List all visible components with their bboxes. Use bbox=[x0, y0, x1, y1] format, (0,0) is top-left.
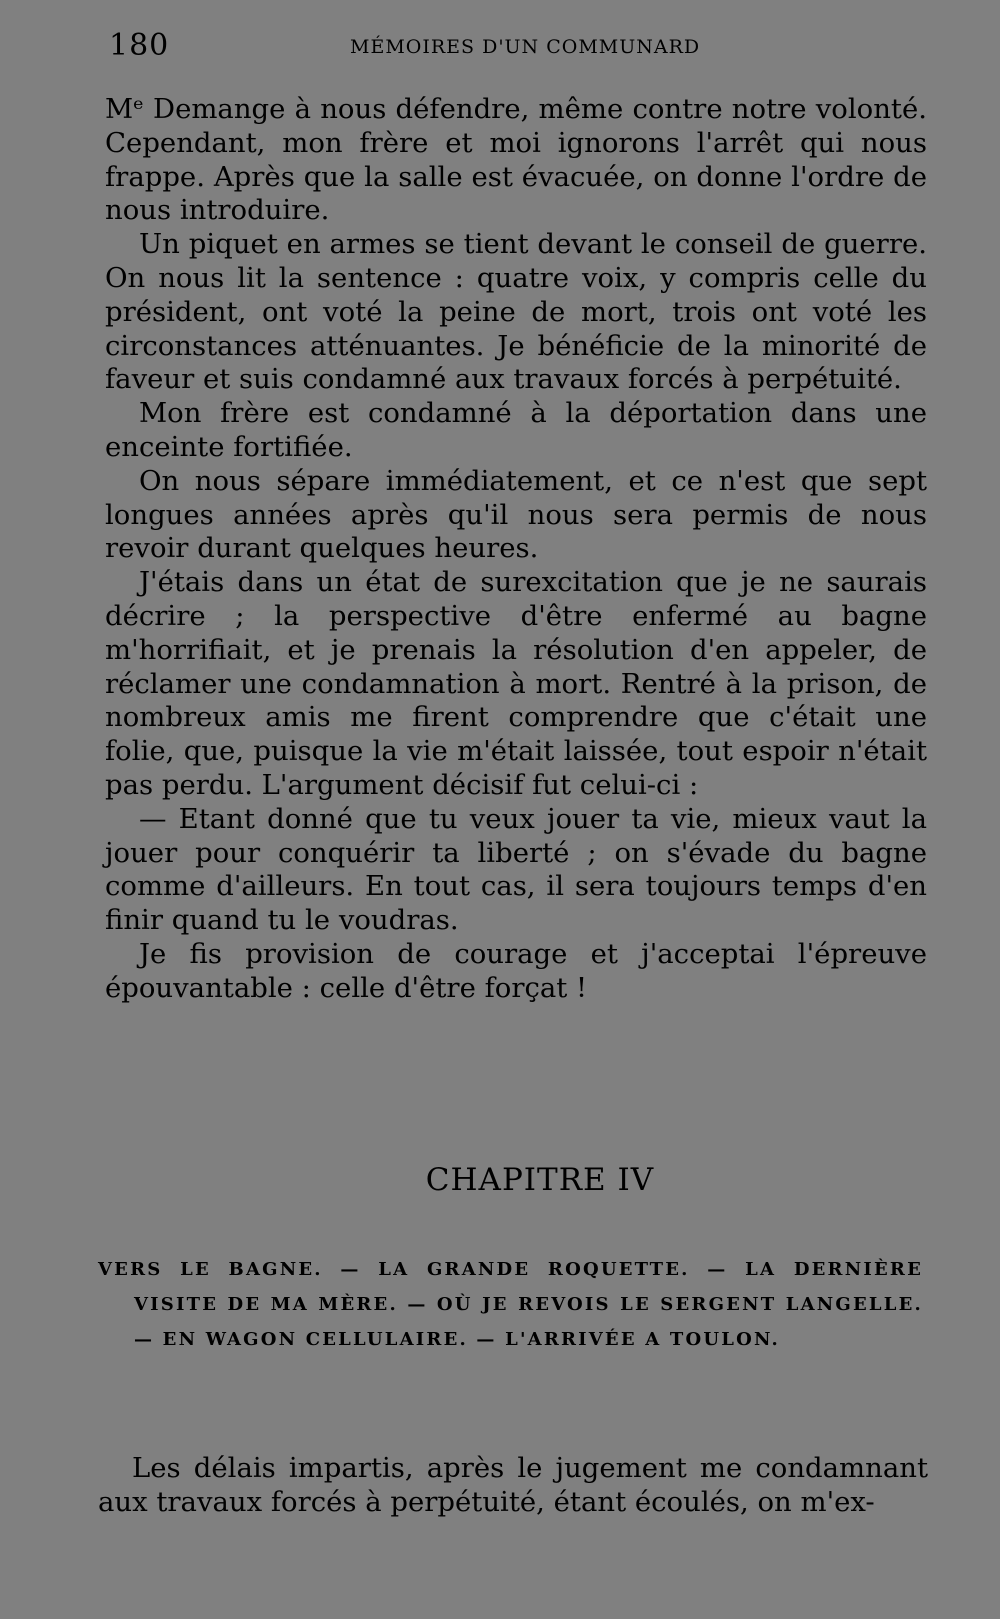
chapter-summary: VERS LE BAGNE. — LA GRANDE ROQUETTE. — LA DERNIÈRE VISITE DE MA MÈRE. — OÙ JE REVOIS LE SERGENT LANGELLE. — EN WAGON CELLULAIRE. — L'ARRIVÉE A TOULON. bbox=[98, 1259, 923, 1350]
paragraph: Un piquet en armes se tient devant le conseil de guerre. On nous lit la sentence : quatre voix, y compris celle du président, ont voté la peine de mort, trois ont voté les circonstances atténuantes. Je bénéficie de la minorité de faveur et suis condamné aux travaux forcés à perpétuité. bbox=[105, 228, 927, 396]
chapter-title: CHAPITRE IV bbox=[425, 1162, 655, 1198]
main-text bbox=[105, 93, 927, 1006]
paragraph: Mon frère est condamné à la déportation dans une enceinte fortifiée. bbox=[105, 397, 927, 463]
paragraph: Je fis provision de courage et j'acceptai l'épreuve épouvantable : celle d'être forçat ! bbox=[105, 937, 927, 1004]
page-number: 180 bbox=[109, 28, 170, 63]
running-head: MÉMOIRES D'UN COMMUNARD bbox=[350, 36, 701, 58]
paragraph: On nous sépare immédiatement, et ce n'est que sept longues années après qu'il nous sera permis de nous revoir durant quelques heures. bbox=[105, 464, 927, 565]
chapter-opening-text bbox=[98, 1451, 928, 1519]
paragraph: — Etant donné que tu veux jouer ta vie, mieux vaut la jouer pour conquérir ta liberté ; on s'évade du bagne comme d'ailleurs. En tout cas, il sera toujours temps d'en finir quand tu le voudras. bbox=[105, 802, 927, 937]
paragraph: Mᵉ Demange à nous défendre, même contre notre volonté. Cependant, mon frère et moi ignorons l'arrêt qui nous frappe. Après que la salle est évacuée, on donne l'ordre de nous introduire. bbox=[105, 93, 927, 227]
page-header bbox=[105, 28, 930, 68]
paragraph: Les délais impartis, après le jugement me condamnant aux travaux forcés à perpétuité, étant écoulés, on m'ex- bbox=[98, 1452, 928, 1518]
paragraph: J'étais dans un état de surexcitation que je ne saurais décrire ; la perspective d'être enfermé au bagne m'horrifiait, et je prenais la résolution d'en appeler, de réclamer une condamnation à mort. Rentré à la prison, de nombreux amis me firent comprendre que c'était une folie, que, puisque la vie m'était laissée, tout espoir n'était pas perdu. L'argument décisif fut celui-ci : bbox=[105, 566, 927, 801]
